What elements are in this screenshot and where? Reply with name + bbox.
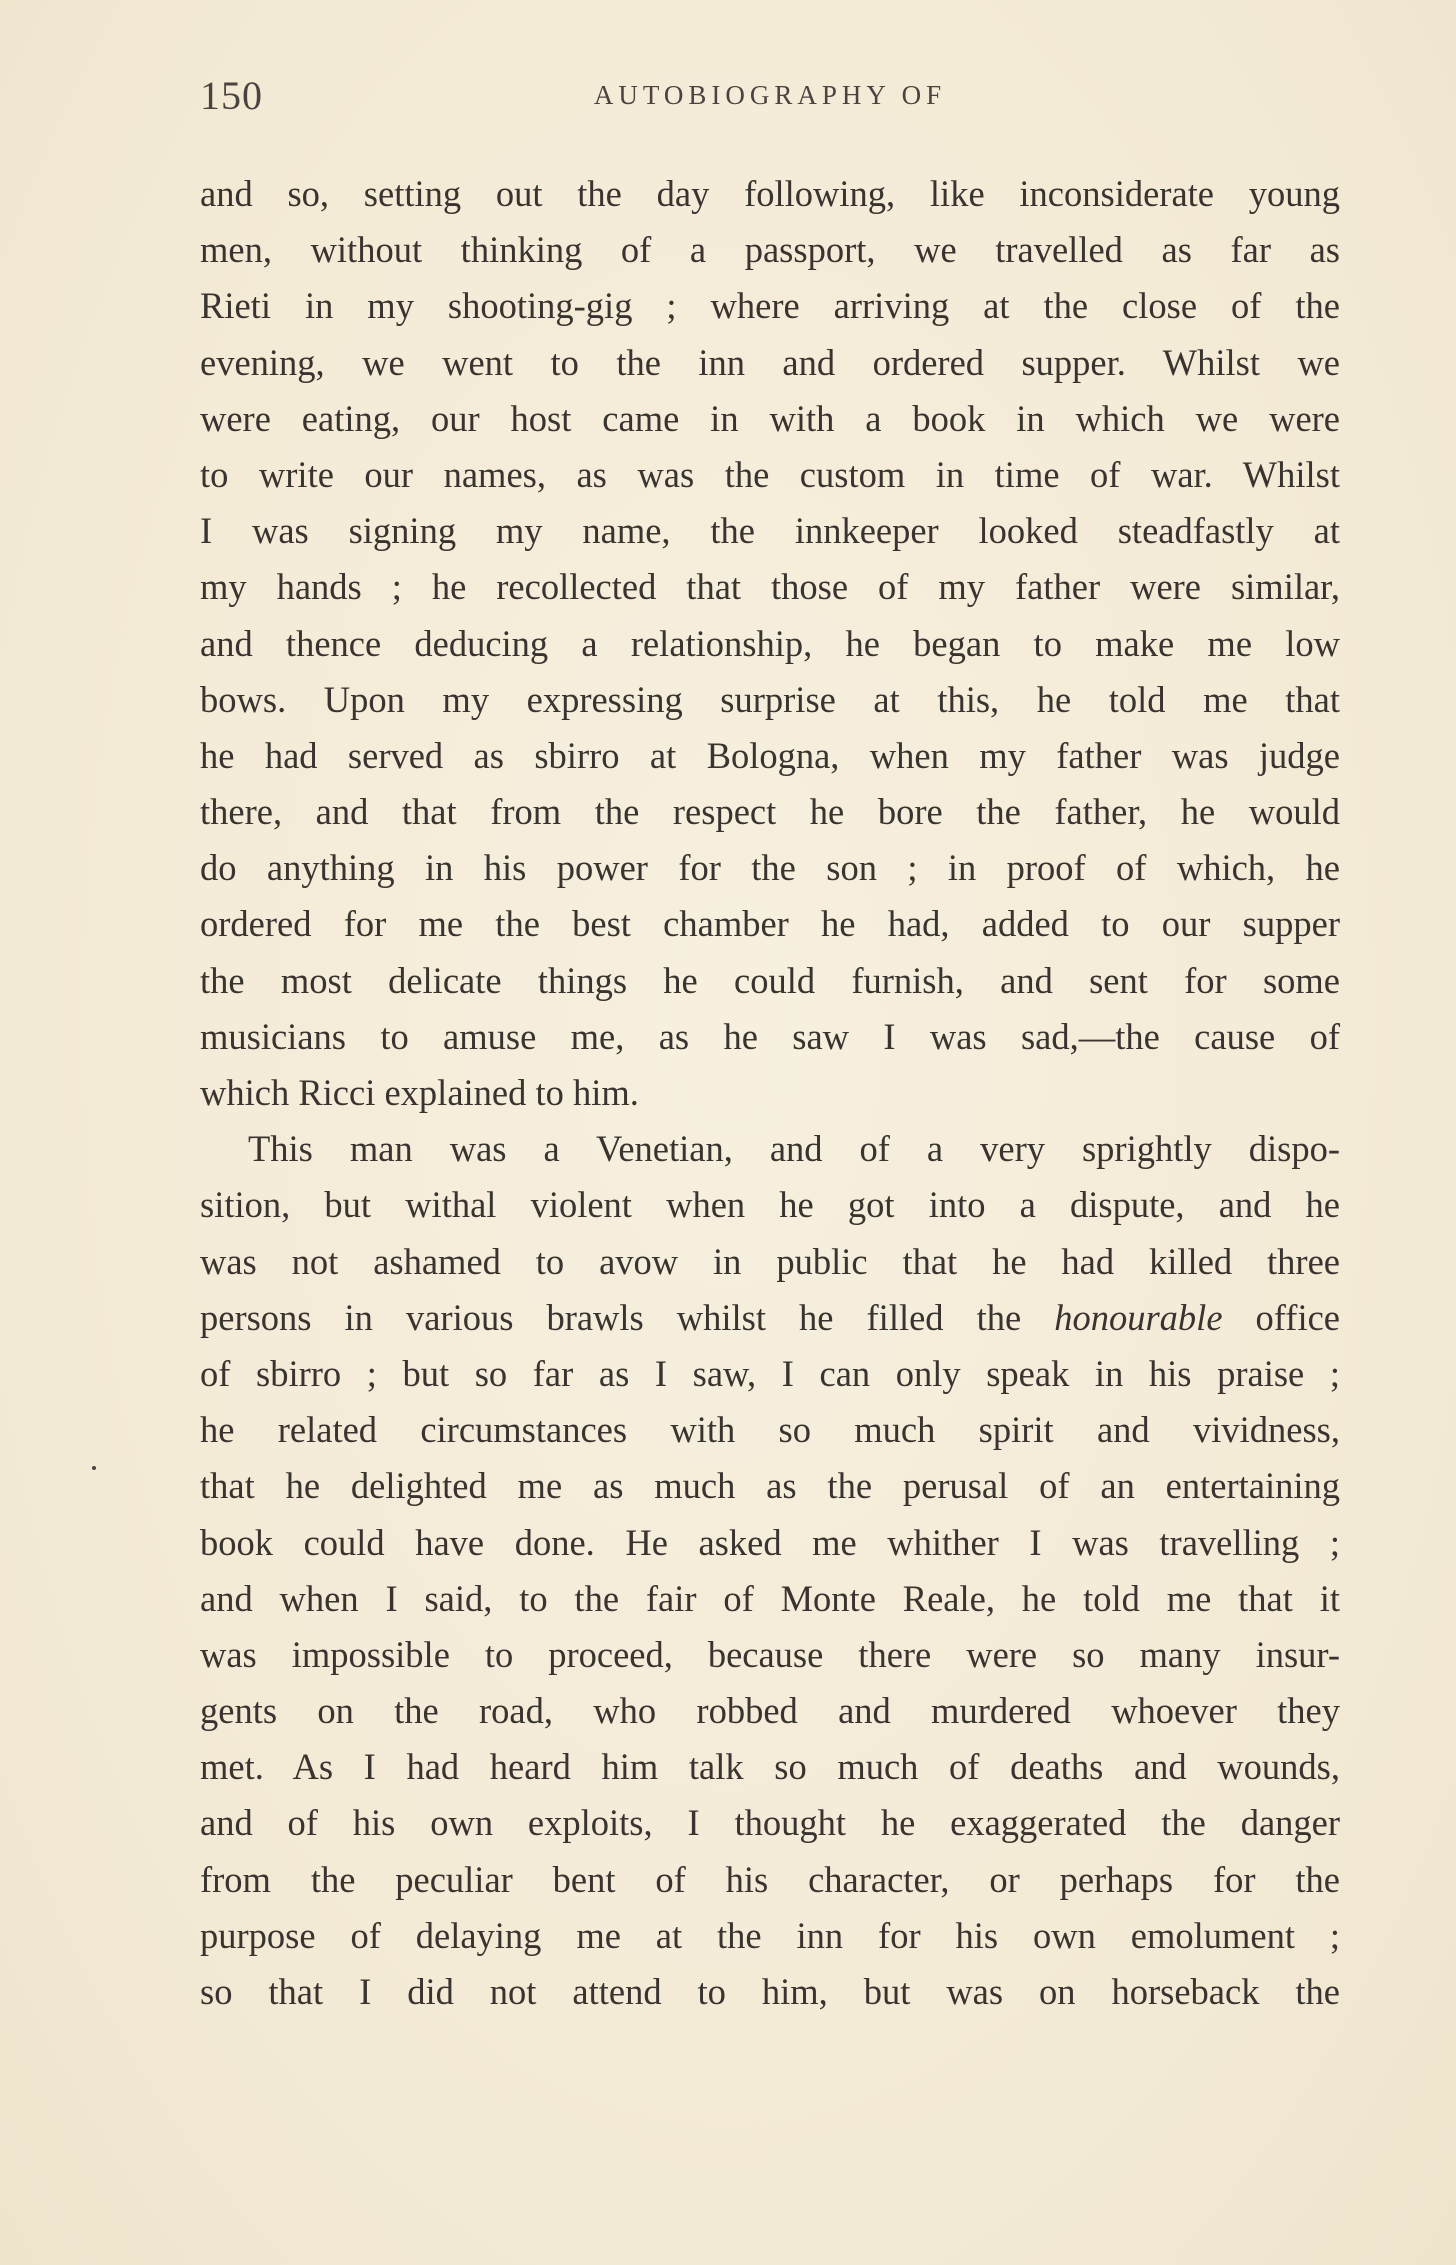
text-line: to write our names, as was the custom in time of war. Whilst	[200, 453, 1340, 495]
paragraph-end-line: which Ricci explained to him.	[200, 1072, 639, 1113]
text-line: and so, setting out the day following, like inconsiderate young	[200, 173, 1340, 214]
text-line: that he delighted me as much as the perusal of an entertaining	[200, 1465, 1340, 1507]
text-line: of sbirro ; but so far as I saw, I can only speak in his praise ;	[200, 1352, 1340, 1394]
text-line-with-italic	[200, 1290, 1340, 1346]
text-line: were eating, our host came in with a book in which we were	[200, 397, 1340, 439]
text-line: Rieti in my shooting-gig ; where arriving at the close of the	[200, 285, 1340, 327]
text-line: there, and that from the respect he bore the father, he would	[200, 791, 1340, 833]
italic-word: honourable	[1054, 1296, 1223, 1338]
running-head	[200, 72, 1340, 122]
text-line: gents on the road, who robbed and murdered whoever they	[200, 1690, 1340, 1732]
text-line: purpose of delaying me at the inn for his own emolument ;	[200, 1914, 1340, 1956]
text-line: and of his own exploits, I thought he exaggerated the danger	[200, 1802, 1340, 1844]
text-line: my hands ; he recollected that those of my father were similar,	[200, 566, 1340, 608]
text-line: met. As I had heard him talk so much of deaths and wounds,	[200, 1746, 1340, 1788]
text-line: ordered for me the best chamber he had, added to our supper	[200, 903, 1340, 945]
text-line: sition, but withal violent when he got into a dispute, and he	[200, 1184, 1340, 1226]
text-line: evening, we went to the inn and ordered supper. Whilst we	[200, 341, 1340, 383]
text-line: do anything in his power for the son ; in proof of which, he	[200, 847, 1340, 889]
text-line: and when I said, to the fair of Monte Reale, he told me that it	[200, 1577, 1340, 1619]
text-line: bows. Upon my expressing surprise at this, he told me that	[200, 678, 1340, 720]
text-line: book could have done. He asked me whither I was travelling ;	[200, 1521, 1340, 1563]
text-line: was not ashamed to avow in public that he had killed three	[200, 1240, 1340, 1282]
body-text	[200, 166, 1340, 2020]
text-line: musicians to amuse me, as he saw I was sad,—the cause of	[200, 1015, 1340, 1057]
text-line: so that I did not attend to him, but was on horseback the	[200, 1971, 1340, 2012]
text-line: he had served as sbirro at Bologna, when my father was judge	[200, 734, 1340, 776]
running-title: AUTOBIOGRAPHY OF	[593, 80, 947, 110]
text-line: I was signing my name, the innkeeper looked steadfastly at	[200, 510, 1340, 552]
stray-ink-mark	[92, 1466, 96, 1470]
page-number: 150	[200, 73, 263, 118]
paragraph-start-line: This man was a Venetian, and of a very sprightly dispo-	[248, 1128, 1340, 1170]
text-line: he related circumstances with so much spirit and vividness,	[200, 1409, 1340, 1451]
text-line: and thence deducing a relationship, he began to make me low	[200, 622, 1340, 664]
text-line: from the peculiar bent of his character, or perhaps for the	[200, 1858, 1340, 1900]
text-segment: office	[1255, 1296, 1340, 1338]
text-line: men, without thinking of a passport, we travelled as far as	[200, 229, 1340, 271]
text-line: the most delicate things he could furnish, and sent for some	[200, 959, 1340, 1001]
text-segment: persons in various brawls whilst he filled the	[200, 1296, 1022, 1338]
text-line: was impossible to proceed, because there were so many insur-	[200, 1633, 1340, 1675]
